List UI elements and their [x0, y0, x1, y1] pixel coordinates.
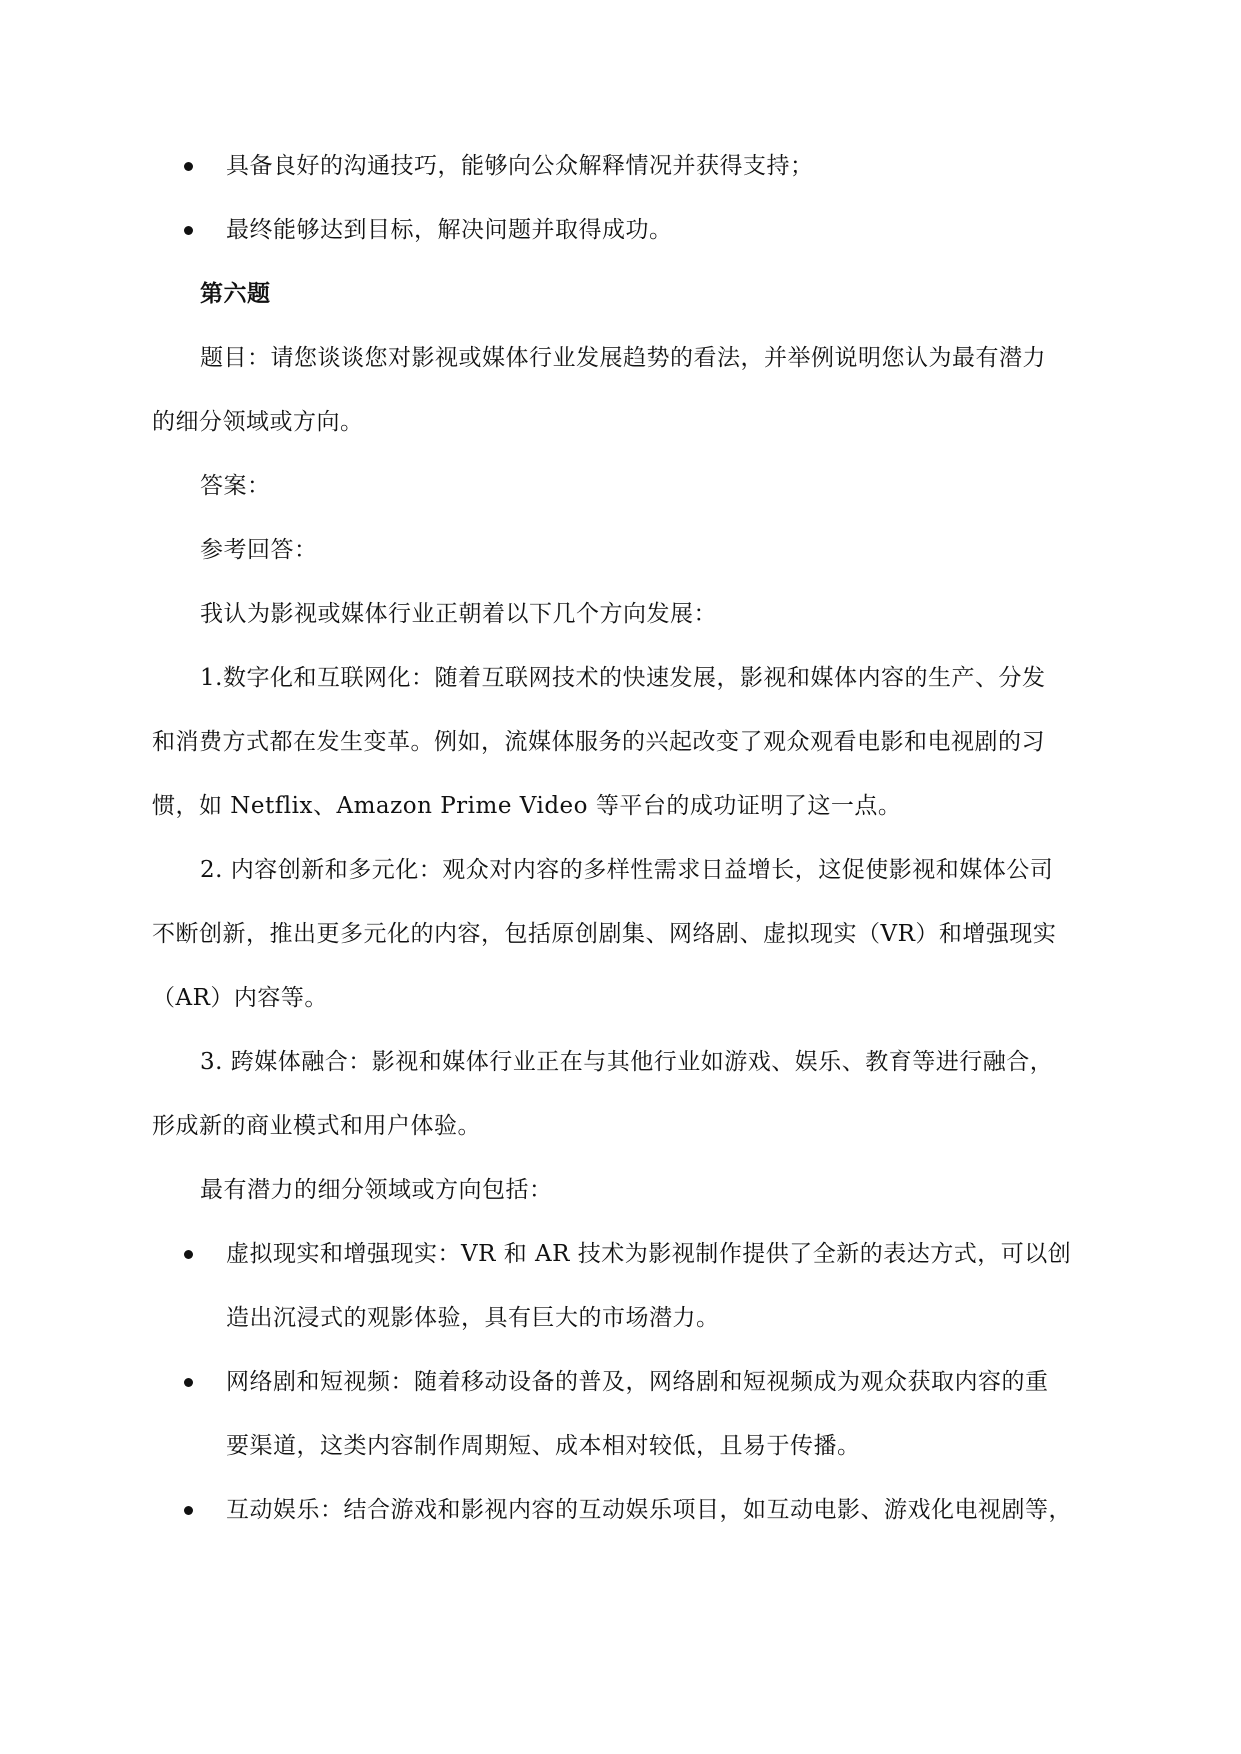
reference-label: 参考回答： [200, 537, 318, 563]
bullet-dot [184, 1378, 193, 1387]
answer-label: 答案： [200, 473, 271, 499]
intro-paragraph: 我认为影视或媒体行业正朝着以下几个方向发展： [200, 601, 717, 627]
bullet-item-communication: 具备良好的沟通技巧，能够向公众解释情况并获得支持； [226, 153, 814, 179]
bullet-vr-ar-line-1: 虚拟现实和增强现实：VR 和 AR 技术为影视制作提供了全新的表达方式，可以创 [226, 1241, 1072, 1267]
bullet-web-series-line-2: 要渠道，这类内容制作周期短、成本相对较低，且易于传播。 [226, 1433, 861, 1459]
point2-line-3: （AR）内容等。 [152, 985, 328, 1011]
bullet-dot [184, 1250, 193, 1259]
bullet-dot [184, 226, 193, 235]
question-line-2: 的细分领域或方向。 [152, 409, 364, 435]
point2-line-2: 不断创新，推出更多元化的内容，包括原创剧集、网络剧、虚拟现实（VR）和增强现实 [152, 921, 1057, 947]
bullet-web-series-line-1: 网络剧和短视频：随着移动设备的普及，网络剧和短视频成为观众获取内容的重 [226, 1369, 1049, 1395]
bullet-dot [184, 162, 193, 171]
question-line-1: 题目：请您谈谈您对影视或媒体行业发展趋势的看法，并举例说明您认为最有潜力 [200, 345, 1046, 371]
potential-intro: 最有潜力的细分领域或方向包括： [200, 1177, 553, 1203]
point3-line-1: 3. 跨媒体融合：影视和媒体行业正在与其他行业如游戏、娱乐、教育等进行融合， [200, 1049, 1054, 1075]
section-heading: 第六题 [200, 280, 271, 307]
point1-line-3: 惯，如 Netflix、Amazon Prime Video 等平台的成功证明了这一点。 [152, 793, 902, 819]
point1-line-1: 1.数字化和互联网化：随着互联网技术的快速发展，影视和媒体内容的生产、分发 [200, 665, 1046, 691]
bullet-dot [184, 1506, 193, 1515]
point2-line-1: 2. 内容创新和多元化：观众对内容的多样性需求日益增长，这促使影视和媒体公司 [200, 857, 1054, 883]
point1-line-2: 和消费方式都在发生变革。例如，流媒体服务的兴起改变了观众观看电影和电视剧的习 [152, 729, 1045, 755]
bullet-vr-ar-line-2: 造出沉浸式的观影体验，具有巨大的市场潜力。 [226, 1305, 720, 1331]
bullet-item-goal: 最终能够达到目标，解决问题并取得成功。 [226, 217, 673, 243]
point3-line-2: 形成新的商业模式和用户体验。 [152, 1113, 481, 1139]
bullet-interactive-line-1: 互动娱乐：结合游戏和影视内容的互动娱乐项目，如互动电影、游戏化电视剧等， [226, 1497, 1072, 1523]
